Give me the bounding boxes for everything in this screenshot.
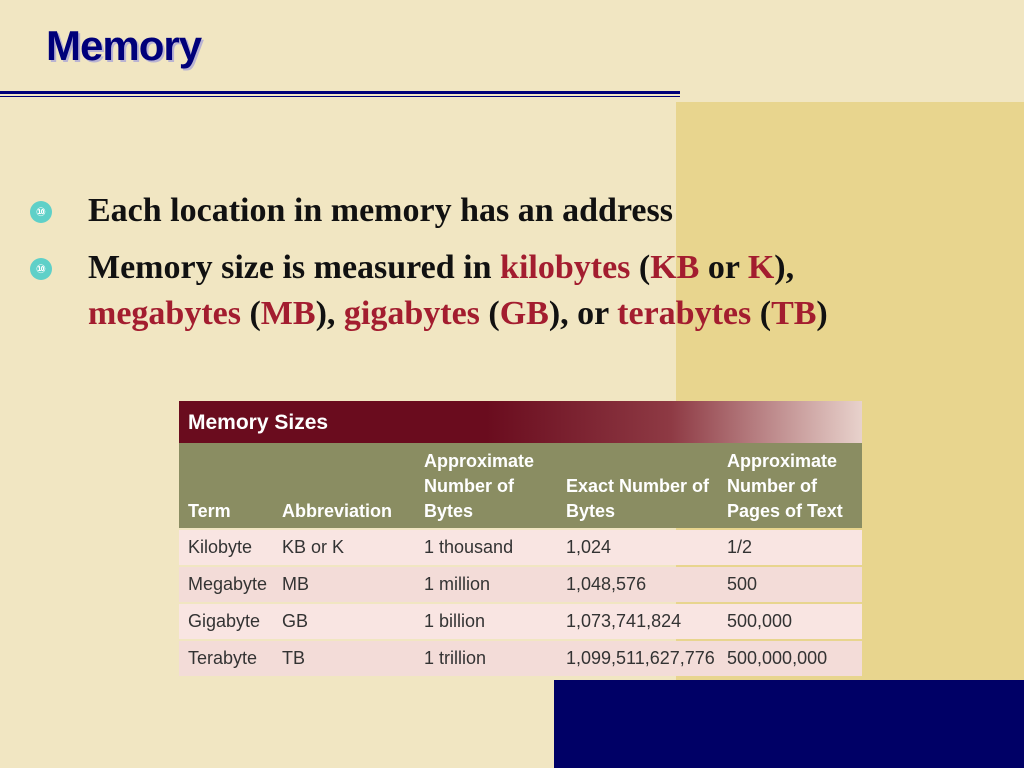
table-row: [179, 604, 862, 639]
cell-exact-bytes: 1,024: [566, 537, 612, 557]
cell-approx-bytes: 1 thousand: [424, 537, 514, 557]
cell-pages-of-text: 500: [727, 574, 758, 594]
cell-exact-bytes: 1,099,511,627,776: [566, 648, 715, 668]
title-underline-thin: [0, 96, 680, 97]
term-terabytes: terabytes: [617, 295, 752, 332]
cell-term: Kilobyte: [188, 537, 253, 557]
bullet-text-2-part: ), or: [548, 295, 618, 332]
bullet-item-1: [35, 188, 988, 234]
table-body: [179, 530, 862, 676]
abbr-kb: KB: [650, 249, 700, 286]
table-row: [179, 530, 862, 565]
table-row: [179, 641, 862, 676]
bullet-list: [35, 188, 988, 348]
header-term: Term: [188, 501, 231, 521]
table-row: [179, 567, 862, 602]
cell-pages-of-text: 1/2: [727, 537, 753, 557]
bullet-circle-icon: ⑩: [30, 258, 52, 280]
cell-term: Megabyte: [188, 574, 268, 594]
bullet-text-1: Each location in memory has an address: [88, 192, 673, 229]
abbr-mb: MB: [260, 295, 316, 332]
bullet-text-2-part: ): [816, 295, 828, 332]
bullet-text-2-part: (: [479, 295, 500, 332]
cell-approx-bytes: 1 trillion: [424, 648, 487, 668]
header-approx-bytes: Approximate Number of Bytes: [424, 451, 535, 521]
header-abbreviation: Abbreviation: [282, 501, 393, 521]
bullet-circle-icon: ⑩: [30, 201, 52, 223]
cell-abbreviation: TB: [282, 648, 306, 668]
bullet-text-2-part: Memory size is measured in: [88, 249, 501, 286]
abbr-tb: TB: [771, 295, 817, 332]
cell-exact-bytes: 1,048,576: [566, 574, 647, 594]
bullet-text-2-part: (: [240, 295, 261, 332]
term-megabytes: megabytes: [88, 295, 241, 332]
term-kilobytes: kilobytes: [500, 249, 631, 286]
bullet-item-2: [35, 245, 988, 337]
table-title: Memory Sizes: [179, 401, 862, 443]
slide-title: Memory: [46, 22, 202, 69]
title-underline: [0, 91, 680, 94]
abbr-k: K: [747, 249, 775, 286]
cell-abbreviation: GB: [282, 611, 309, 631]
cell-pages-of-text: 500,000,000: [727, 648, 828, 668]
cell-term: Gigabyte: [188, 611, 261, 631]
bullet-text-2-part: ),: [315, 295, 344, 332]
abbr-gb: GB: [499, 295, 549, 332]
term-gigabytes: gigabytes: [343, 295, 480, 332]
cell-abbreviation: MB: [282, 574, 309, 594]
bullet-text-2-part: (: [630, 249, 651, 286]
cell-exact-bytes: 1,073,741,824: [566, 611, 682, 631]
cell-approx-bytes: 1 billion: [424, 611, 486, 631]
decorative-navy-panel: [554, 680, 1024, 768]
cell-term: Terabyte: [188, 648, 258, 668]
cell-approx-bytes: 1 million: [424, 574, 491, 594]
header-exact-bytes: Exact Number of Bytes: [566, 476, 710, 521]
bullet-text-2-part: (: [751, 295, 772, 332]
cell-pages-of-text: 500,000: [727, 611, 793, 631]
bullet-text-2-part: ),: [774, 249, 795, 286]
memory-sizes-table: [179, 401, 862, 676]
cell-abbreviation: KB or K: [282, 537, 345, 557]
bullet-text-2-part: or: [699, 249, 748, 286]
header-pages-of-text: Approximate Number of Pages of Text: [727, 451, 843, 521]
table-header-row: [179, 443, 862, 528]
